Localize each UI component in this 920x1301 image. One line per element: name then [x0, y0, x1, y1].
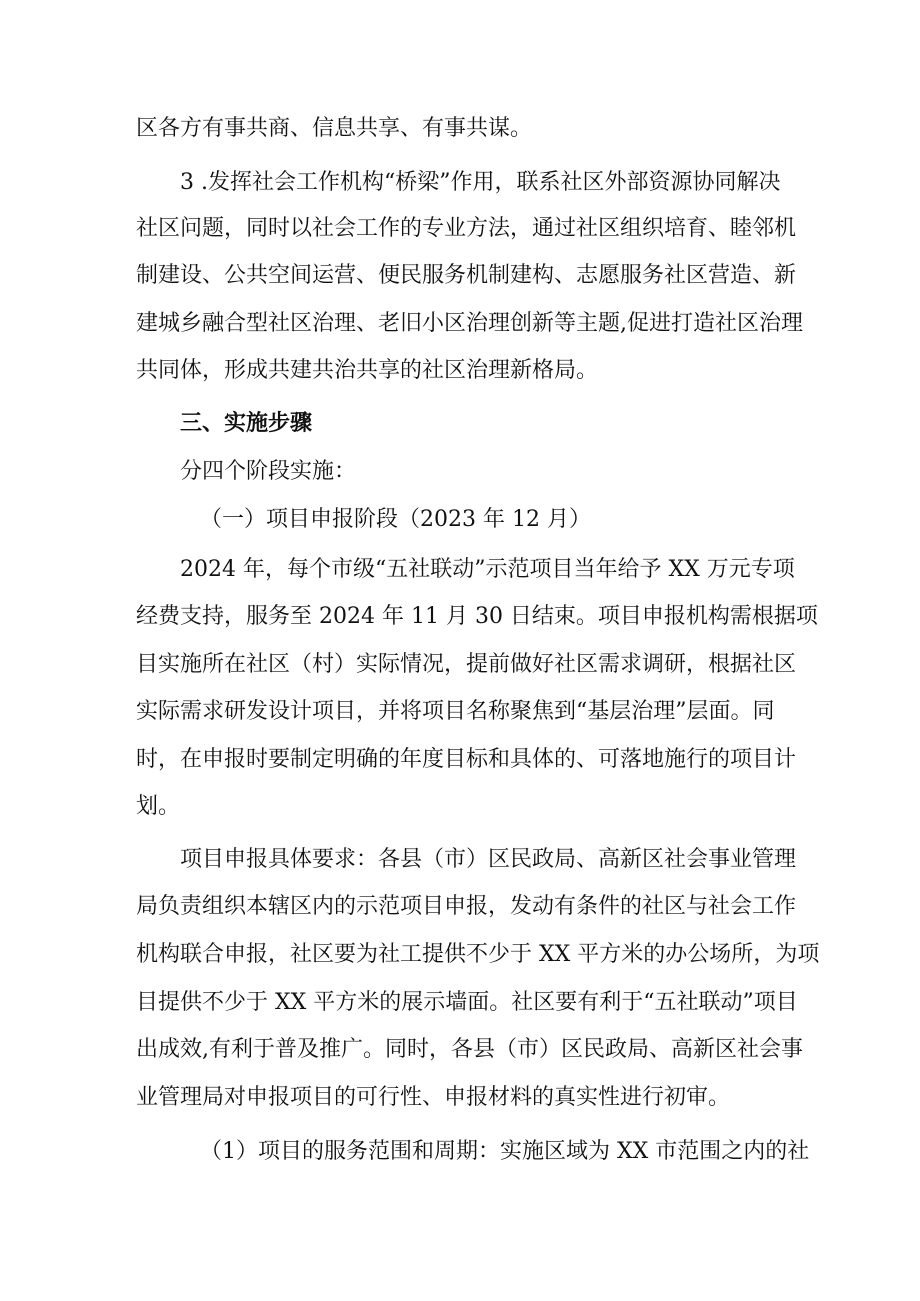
text-line: 项目申报具体要求：各县（市）区民政局、高新区社会事业管理 — [180, 847, 797, 872]
text-line: 区各方有事共商、信息共享、有事共谋。 — [136, 116, 533, 141]
text-line: 建城乡融合型社区治理、老旧小区治理创新等主题,促进打造社区治理 — [136, 311, 803, 336]
text-line: 目提供不少于 XX 平方米的展示墙面。社区要有利于“五社联动”项目 — [136, 990, 798, 1015]
section-heading: 三、实施步骤 — [180, 411, 313, 436]
text-line: 时，在申报时要制定明确的年度目标和具体的、可落地施行的项目计 — [136, 747, 797, 772]
text-line: 机构联合申报，社区要为社工提供不少于 XX 平方米的办公场所，为项 — [136, 942, 820, 967]
text-line: 业管理局对申报项目的可行性、申报材料的真实性进行初审。 — [136, 1085, 731, 1110]
text-line: 分四个阶段实施： — [180, 459, 357, 484]
subsection-heading: （一）项目申报阶段（2023 年 12 月） — [200, 507, 591, 532]
text-line: 共同体，形成共建共治共享的社区治理新格局。 — [136, 358, 599, 383]
text-line: 经费支持，服务至 2024 年 11 月 30 日结束。项目申报机构需根据项 — [136, 604, 818, 629]
text-line: 划。 — [136, 794, 181, 819]
text-line: 制建设、公共空间运营、便民服务机制建构、志愿服务社区营造、新 — [136, 263, 797, 288]
text-line: 局负责组织本辖区内的示范项目申报，发动有条件的社区与社会工作 — [136, 894, 797, 919]
text-line: 社区问题，同时以社会工作的专业方法，通过社区组织培育、睦邻机 — [136, 216, 797, 241]
text-line: 出成效,有利于普及推广。同时，各县（市）区民政局、高新区社会事 — [136, 1037, 803, 1062]
text-line: 目实施所在社区（村）实际情况，提前做好社区需求调研，根据社区 — [136, 652, 797, 677]
text-line: 2024 年，每个市级“五社联动”示范项目当年给予 XX 万元专项 — [180, 557, 795, 582]
text-line: （1）项目的服务范围和周期：实施区域为 XX 市范围之内的社 — [200, 1139, 810, 1164]
text-line: 3 .发挥社会工作机构“桥梁”作用，联系社区外部资源协同解决 — [180, 170, 781, 195]
text-line: 实际需求研发设计项目，并将项目名称聚焦到“基层治理”层面。同 — [136, 699, 775, 724]
